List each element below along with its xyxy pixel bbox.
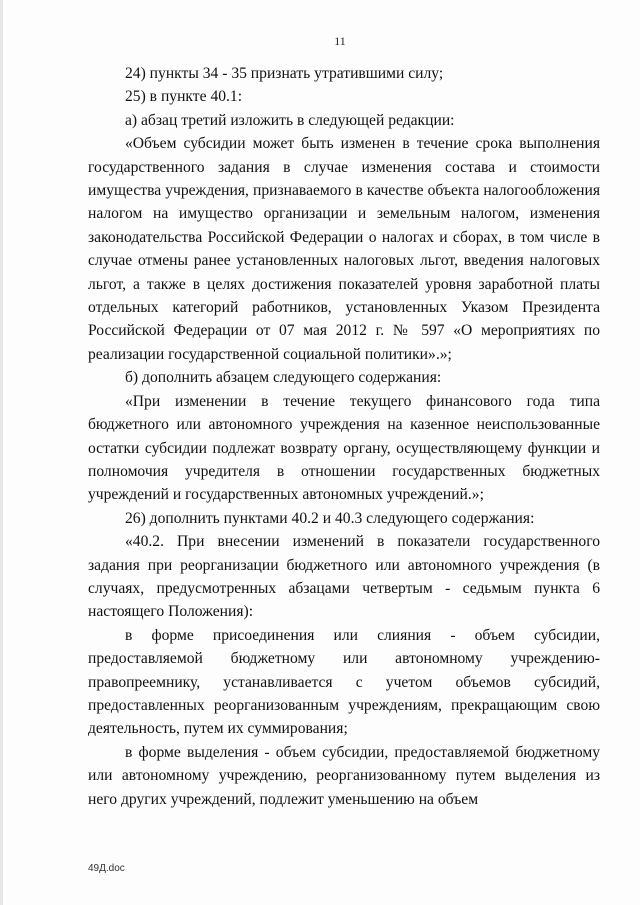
paragraph: «40.2. При внесении изменений в показатели государственного задания при реорганизации бюджетного или автономного учреждения (в случаях, предусмотренных абзацами четвертым - седьмым пункта 6 настоящего Положения): xyxy=(88,533,600,621)
paragraph: а) абзац третий изложить в следующей редакции: xyxy=(125,111,455,129)
page-edge xyxy=(0,0,3,905)
paragraph: «При изменении в течение текущего финансового года типа бюджетного или автономного учреждения на казенное неиспользованные остатки субсидии подлежат возврату органу, осуществляющему функции и полномочия учредителя в отношении государственных бюджетных учреждений и государственных автономных учреждений.»; xyxy=(88,392,600,504)
footer-filename: 49Д.doc xyxy=(88,863,125,874)
paragraph: «Объем субсидии может быть изменен в течение срока выполнения государственного задания в случае изменения состава и стоимости имущества учреждения, признаваемого в качестве объекта налогообложения налогом на имущество организации и земельным налогом, изменения законодательства Российской Федерации о налогах и сборах, в том числе в случае отмены ранее установленных налоговых льгот, введения налоговых льгот, а также в целях достижения показателей уровня заработной платы отдельных категорий работников, установленных Указом Президента Российской Федерации от 07 мая 2012 г. № 597 «О мероприятиях по реализации государственной социальной политики».»; xyxy=(88,135,600,363)
paragraph: 26) дополнить пунктами 40.2 и 40.3 следующего содержания: xyxy=(125,509,535,527)
paragraph: 24) пункты 34 - 35 признать утратившими силу; xyxy=(125,65,444,82)
page-number: 11 xyxy=(334,34,346,48)
paragraph: в форме присоединения или слияния - объем субсидии, предоставляемой бюджетному или автономному учреждению-правопреемнику, устанавливается с учетом объемов субсидий, предоставленных реорганизованным учреждениям, прекращающим свою деятельность, путем их суммирования; xyxy=(88,626,600,738)
document-body xyxy=(88,62,600,811)
paragraph: в форме выделения - объем субсидии, предоставляемой бюджетному или автономному учреждению, реорганизованному путем выделения из него других учреждений, подлежит уменьшению на объем xyxy=(88,743,600,808)
paragraph: б) дополнить абзацем следующего содержания: xyxy=(125,369,442,387)
paragraph: 25) в пункте 40.1: xyxy=(125,88,243,106)
